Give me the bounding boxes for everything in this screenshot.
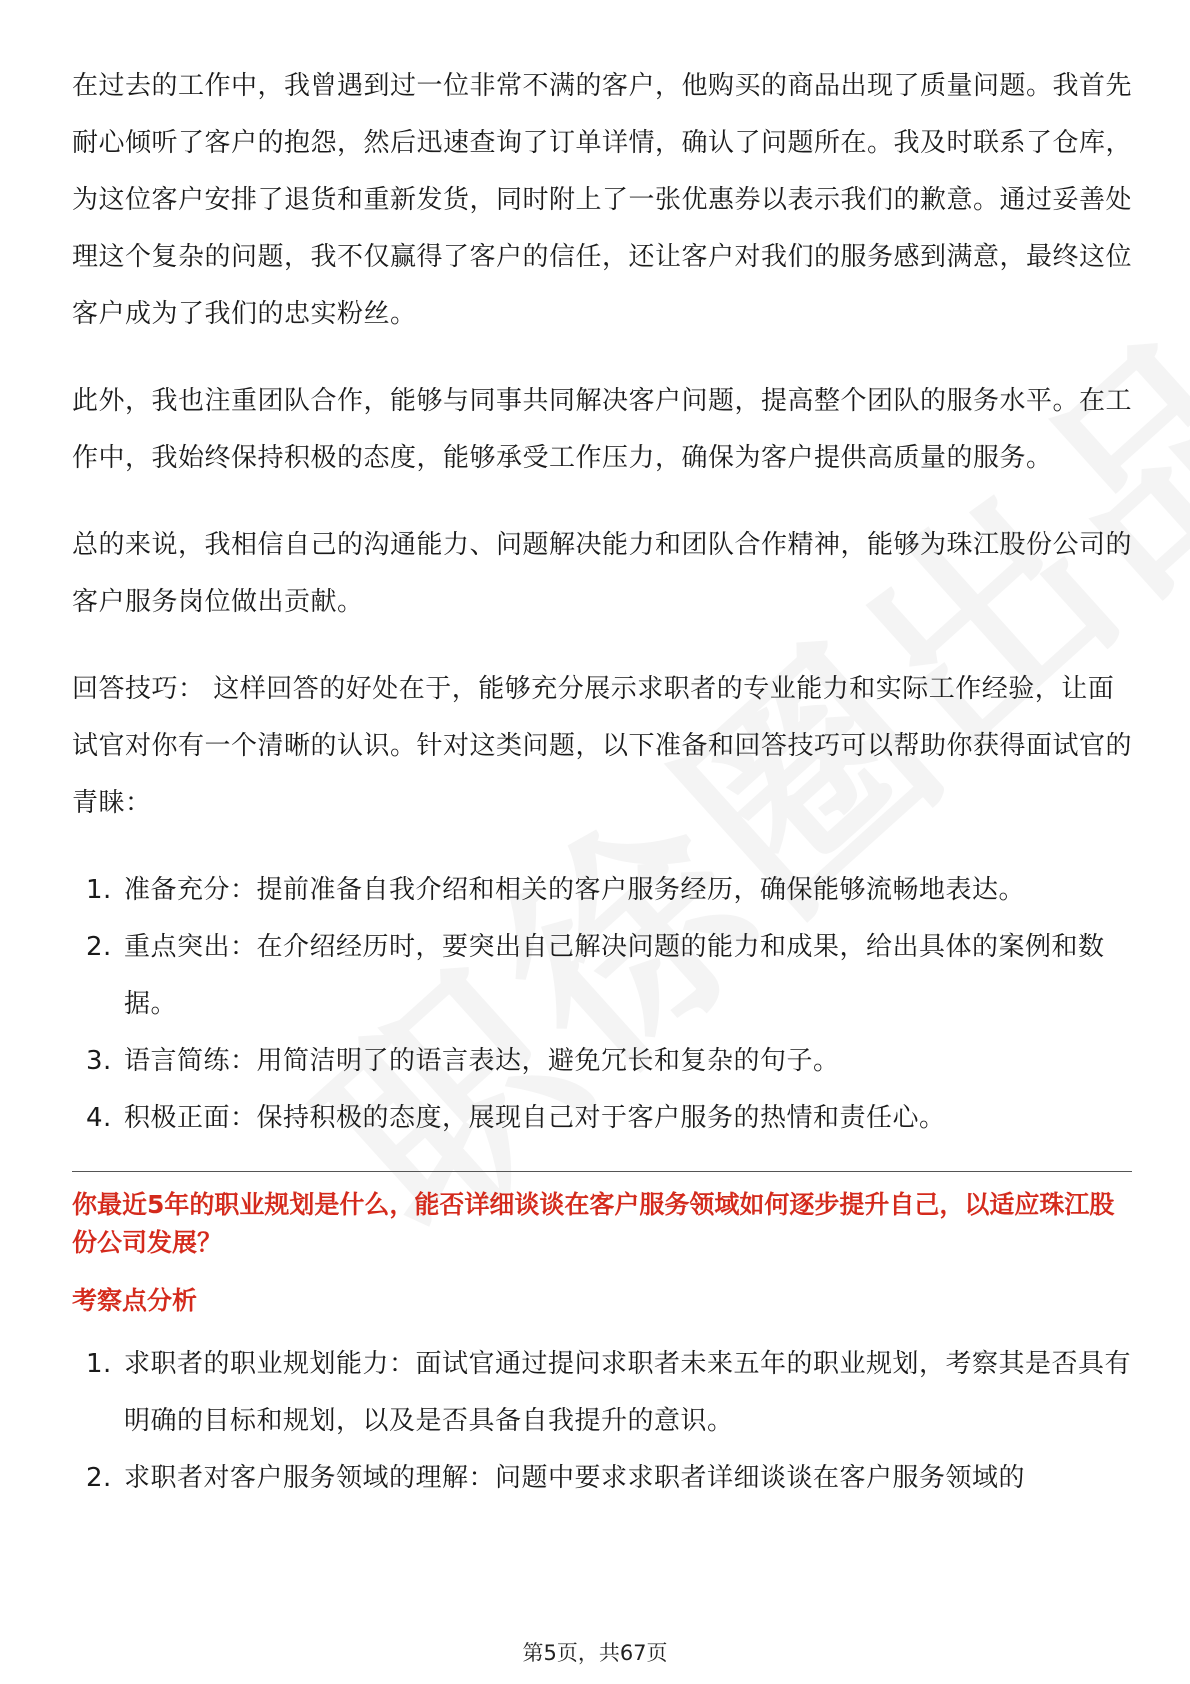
list-item-text: 重点突出：在介绍经历时，要突出自己解决问题的能力和成果，给出具体的案例和数据。 bbox=[124, 932, 1105, 1019]
list-item bbox=[72, 1450, 1132, 1507]
list-number: 2. bbox=[86, 1463, 112, 1493]
list-item bbox=[72, 1336, 1132, 1450]
list-item bbox=[72, 862, 1132, 919]
paragraph-answer-tips: 回答技巧： 这样回答的好处在于，能够充分展示求职者的专业能力和实际工作经验，让面试官对你有一个清晰的认识。针对这类问题，以下准备和回答技巧可以帮助你获得面试官的青睐： bbox=[72, 674, 1133, 818]
list-item-text: 积极正面：保持积极的态度，展现自己对于客户服务的热情和责任心。 bbox=[124, 1103, 946, 1133]
analysis-heading: 考察点分析 bbox=[72, 1286, 198, 1315]
tips-list bbox=[72, 862, 1132, 1147]
page-number: 第5页，共67页 bbox=[522, 1641, 668, 1665]
list-item-text: 准备充分：提前准备自我介绍和相关的客户服务经历，确保能够流畅地表达。 bbox=[124, 875, 1026, 905]
list-number: 2. bbox=[86, 932, 112, 962]
section-divider bbox=[72, 1171, 1132, 1172]
paragraph-teamwork: 此外，我也注重团队合作，能够与同事共同解决客户问题，提高整个团队的服务水平。在工作中，我始终保持积极的态度，能够承受工作压力，确保为客户提供高质量的服务。 bbox=[72, 386, 1133, 473]
list-item-text: 求职者的职业规划能力：面试官通过提问求职者未来五年的职业规划，考察其是否具有明确的目标和规划，以及是否具备自我提升的意识。 bbox=[124, 1349, 1132, 1436]
list-item bbox=[72, 1033, 1132, 1090]
paragraph-experience: 在过去的工作中，我曾遇到过一位非常不满的客户，他购买的商品出现了质量问题。我首先耐心倾听了客户的抱怨，然后迅速查询了订单详情，确认了问题所在。我及时联系了仓库，为这位客户安排了退货和重新发货，同时附上了一张优惠券以表示我们的歉意。通过妥善处理这个复杂的问题，我不仅赢得了客户的信任，还让客户对我们的服务感到满意，最终这位客户成为了我们的忠实粉丝。 bbox=[72, 71, 1133, 329]
list-item-text: 求职者对客户服务领域的理解：问题中要求求职者详细谈谈在客户服务领域的 bbox=[124, 1463, 1026, 1493]
list-number: 1. bbox=[86, 1349, 112, 1379]
list-number: 1. bbox=[86, 875, 112, 905]
analysis-list bbox=[72, 1336, 1132, 1507]
page-content bbox=[72, 58, 1132, 1507]
interview-question: 你最近5年的职业规划是什么，能否详细谈谈在客户服务领域如何逐步提升自己，以适应珠江股份公司发展？ bbox=[72, 1190, 1115, 1257]
paragraph-summary: 总的来说，我相信自己的沟通能力、问题解决能力和团队合作精神，能够为珠江股份公司的客户服务岗位做出贡献。 bbox=[72, 530, 1133, 617]
list-number: 4. bbox=[86, 1103, 112, 1133]
list-number: 3. bbox=[86, 1046, 112, 1076]
list-item-text: 语言简练：用简洁明了的语言表达，避免冗长和复杂的句子。 bbox=[124, 1046, 840, 1076]
list-item bbox=[72, 919, 1132, 1033]
list-item bbox=[72, 1090, 1132, 1147]
